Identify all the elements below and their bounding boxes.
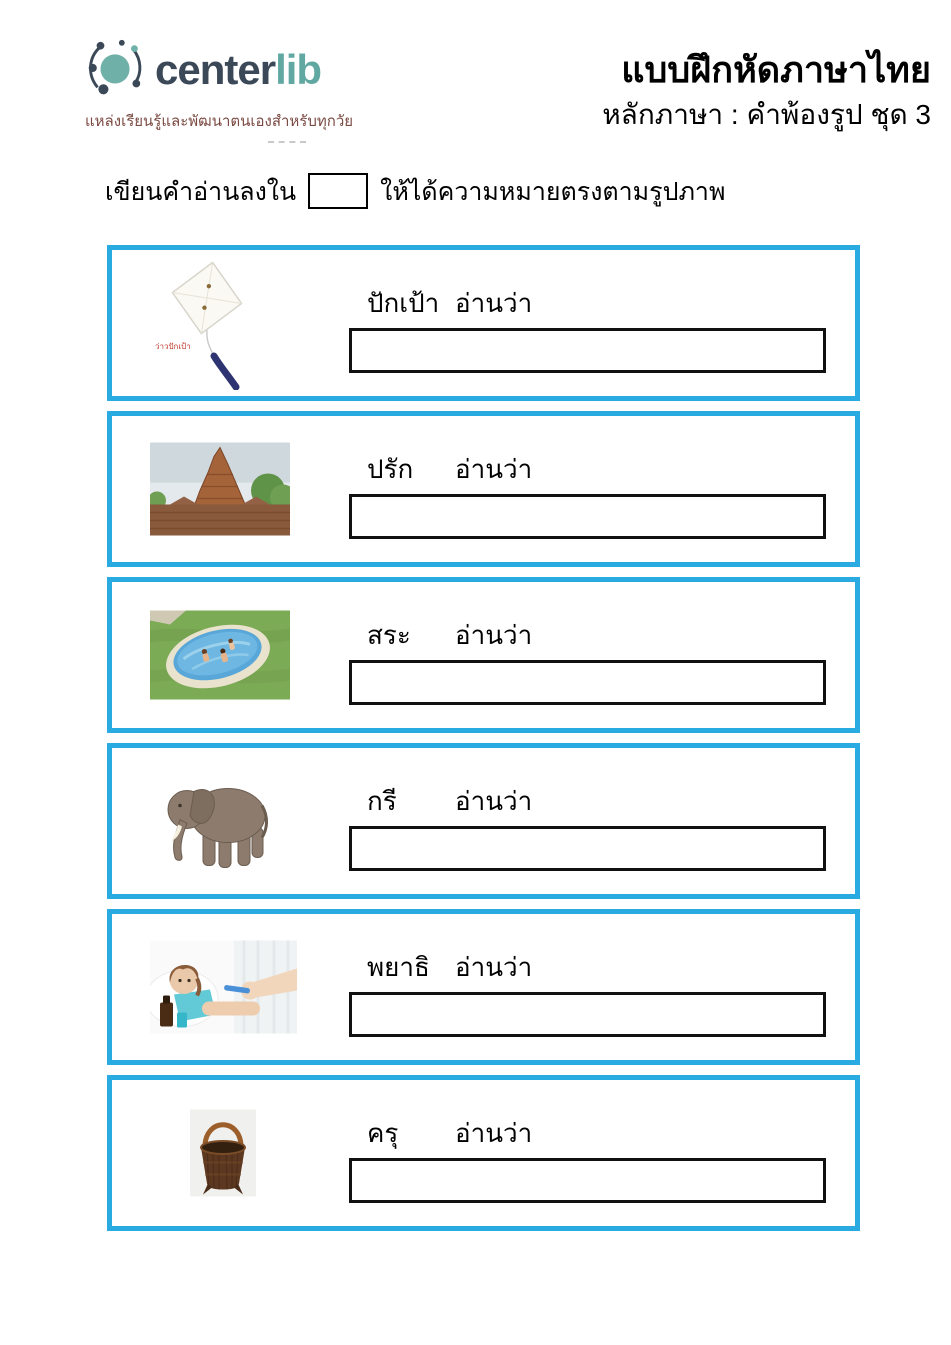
exercise-card-5 bbox=[107, 909, 860, 1065]
answer-box-4[interactable] bbox=[349, 826, 826, 871]
answer-box-2[interactable] bbox=[349, 494, 826, 539]
centerlib-orbit-icon bbox=[85, 36, 147, 103]
scan-artifact-mark bbox=[268, 141, 306, 143]
page-title: แบบฝึกหัดภาษาไทย bbox=[621, 49, 931, 90]
target-word: ครุ bbox=[367, 1118, 399, 1148]
word-row bbox=[367, 615, 532, 656]
read-as-label: อ่านว่า bbox=[455, 1118, 533, 1148]
answer-box-3[interactable] bbox=[349, 660, 826, 705]
wooden-basket-image bbox=[190, 1110, 256, 1197]
brand-tagline: แหล่งเรียนรู้และพัฒนาตนเองสำหรับทุกวัย bbox=[85, 113, 354, 130]
elephant-image bbox=[150, 772, 280, 871]
target-word: กรี bbox=[367, 786, 397, 816]
target-word: สระ bbox=[367, 620, 411, 650]
answer-box-6[interactable] bbox=[349, 1158, 826, 1203]
target-word: พยาธิ bbox=[367, 952, 430, 982]
brand-wordmark: centerlib bbox=[155, 45, 322, 93]
word-row bbox=[367, 781, 532, 822]
swimming-pool-image bbox=[150, 611, 290, 700]
word-row bbox=[367, 1113, 532, 1154]
page-subtitle: หลักภาษา : คำพ้องรูป ชุด 3 bbox=[602, 99, 931, 131]
word-row bbox=[367, 449, 532, 490]
read-as-label: อ่านว่า bbox=[455, 786, 533, 816]
exercise-card-2 bbox=[107, 411, 860, 567]
target-word: ปรัก bbox=[367, 454, 414, 484]
instruction-line bbox=[105, 172, 725, 212]
exercise-list bbox=[107, 245, 860, 1231]
centerlib-logo bbox=[85, 36, 353, 133]
answer-box-1[interactable] bbox=[349, 328, 826, 373]
instruction-before: เขียนคำอ่านลงใน bbox=[105, 178, 297, 206]
read-as-label: อ่านว่า bbox=[455, 288, 533, 318]
target-word: ปักเป้า bbox=[367, 288, 440, 318]
word-row bbox=[367, 283, 532, 324]
read-as-label: อ่านว่า bbox=[455, 620, 533, 650]
exercise-card-6 bbox=[107, 1075, 860, 1231]
answer-box-5[interactable] bbox=[349, 992, 826, 1037]
read-as-label: อ่านว่า bbox=[455, 454, 533, 484]
inline-sample-box bbox=[308, 173, 368, 209]
exercise-card-3 bbox=[107, 577, 860, 733]
sick-child-image bbox=[150, 941, 297, 1034]
instruction-after: ให้ได้ความหมายตรงตามรูปภาพ bbox=[380, 178, 726, 206]
word-row bbox=[367, 947, 532, 988]
kite-image bbox=[150, 256, 268, 390]
worksheet-titles bbox=[602, 48, 931, 137]
read-as-label: อ่านว่า bbox=[455, 952, 533, 982]
kite-caption: ว่าวปักเป้า bbox=[155, 342, 191, 351]
exercise-card-4 bbox=[107, 743, 860, 899]
temple-ruins-image bbox=[150, 443, 290, 536]
exercise-card-1 bbox=[107, 245, 860, 401]
